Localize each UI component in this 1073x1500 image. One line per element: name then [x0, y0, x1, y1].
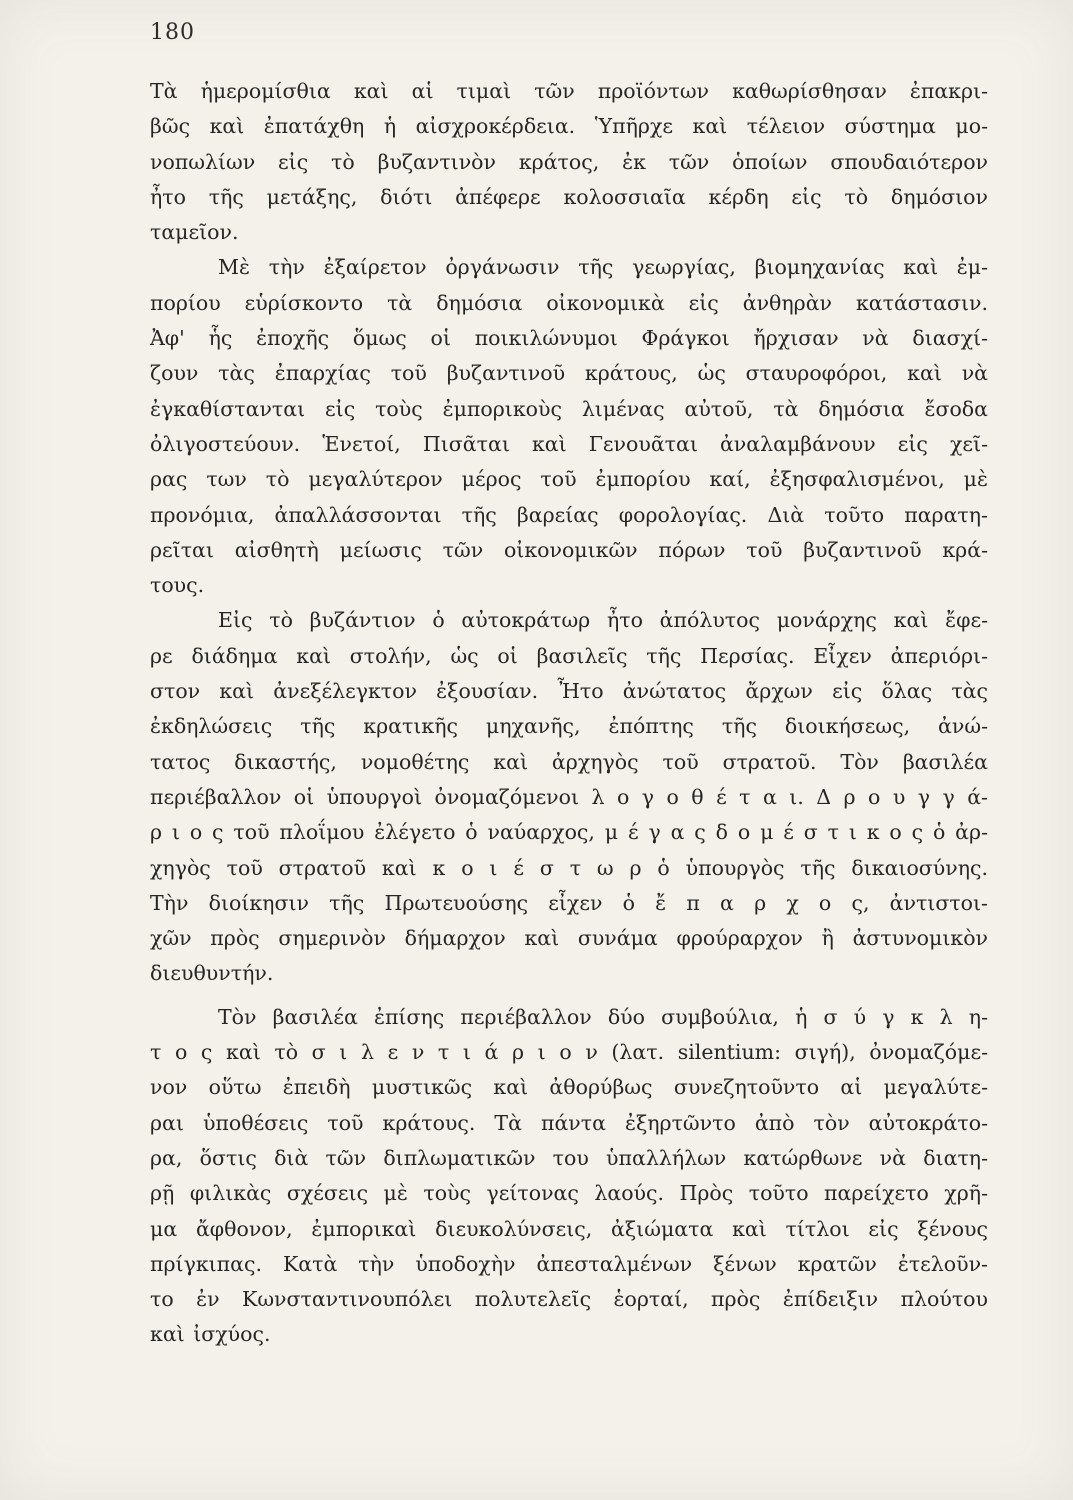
text-line: ρ ι ο ς τοῦ πλοΐμου ἐλέγετο ὁ ναύαρχος, μ έ γ α ς δ ο μ έ σ τ ι κ ο ς ὁ ἀρ-: [150, 820, 988, 845]
text-line: χῶν πρὸς σημερινὸν δήμαρχον καὶ συνάμα φρούραρχον ἢ ἀστυνομικὸν: [150, 926, 988, 951]
text-line: τους.: [150, 573, 205, 598]
paragraph: [150, 250, 988, 603]
paragraph: [150, 603, 988, 991]
text-line: ἦτο τῆς μετάξης, διότι ἀπέφερε κολοσσιαῖα κέρδη εἰς τὸ δημόσιον: [150, 184, 988, 209]
text-line: ρῇ φιλικὰς σχέσεις μὲ τοὺς γείτονας λαούς. Πρὸς τοῦτο παρείχετο χρῆ-: [150, 1181, 988, 1206]
text-line: βῶς καὶ ἐπατάχθη ἡ αἰσχροκέρδεια. Ὑπῆρχε καὶ τέλειον σύστημα μο-: [150, 114, 988, 139]
text-line: ταμεῖον.: [150, 220, 239, 245]
page-number: 180: [150, 20, 195, 45]
text-line: μα ἄφθονον, ἐμπορικαὶ διευκολύνσεις, ἀξιώματα καὶ τίτλοι εἰς ξένους: [150, 1216, 988, 1241]
text-line: ὀλιγοστεύουν. Ἑνετοί, Πισᾶται καὶ Γενουᾶται ἀναλαμβάνουν εἰς χεῖ-: [150, 431, 988, 456]
text-line: ραι ὑποθέσεις τοῦ κράτους. Τὰ πάντα ἐξηρτῶντο ἀπὸ τὸν αὐτοκράτο-: [150, 1110, 988, 1135]
body-text: [150, 74, 988, 1353]
text-line: ἐκδηλώσεις τῆς κρατικῆς μηχανῆς, ἐπόπτης τῆς διοικήσεως, ἀνώ-: [150, 714, 988, 739]
text-line: ζουν τὰς ἐπαρχίας τοῦ βυζαντινοῦ κράτους, ὡς σταυροφόροι, καὶ νὰ: [150, 361, 988, 386]
text-line: περιέβαλλον οἱ ὑπουργοὶ ὀνομαζόμενοι λ ο γ ο θ έ τ α ι. Δ ρ ο υ γ γ ά-: [150, 784, 988, 809]
text-line: Τὸν βασιλέα ἐπίσης περιέβαλλον δύο συμβούλια, ἡ σ ύ γ κ λ η-: [218, 1004, 988, 1029]
text-line: ἐγκαθίστανται εἰς τοὺς ἐμπορικοὺς λιμένας αὐτοῦ, τὰ δημόσια ἔσοδα: [150, 396, 988, 421]
text-line: Ἀφ' ἧς ἐποχῆς ὅμως οἱ ποικιλώνυμοι Φράγκοι ἤρχισαν νὰ διασχί-: [150, 326, 988, 351]
text-line: ρεῖται αἰσθητὴ μείωσις τῶν οἰκονομικῶν πόρων τοῦ βυζαντινοῦ κρά-: [150, 537, 988, 562]
text-line: Εἰς τὸ βυζάντιον ὁ αὐτοκράτωρ ἦτο ἀπόλυτος μονάρχης καὶ ἔφε-: [218, 608, 988, 633]
text-line: τ ο ς καὶ τὸ σ ι λ ε ν τ ι ά ρ ι ο ν (λατ. silentium: σιγή), ὀνομαζόμε-: [150, 1040, 988, 1065]
text-line: τατος δικαστής, νομοθέτης καὶ ἀρχηγὸς τοῦ στρατοῦ. Τὸν βασιλέα: [150, 749, 988, 774]
text-line: νον οὕτω ἐπειδὴ μυστικῶς καὶ ἀθορύβως συνεζητοῦντο αἱ μεγαλύτε-: [150, 1075, 988, 1100]
text-line: πορίου εὑρίσκοντο τὰ δημόσια οἰκονομικὰ εἰς ἀνθηρὰν κατάστασιν.: [150, 290, 988, 315]
text-line: ρας των τὸ μεγαλύτερον μέρος τοῦ ἐμπορίου καί, ἐξησφαλισμένοι, μὲ: [150, 467, 988, 492]
paragraph-spacer: [150, 992, 988, 1000]
paragraph: [150, 74, 988, 250]
text-line: νοπωλίων εἰς τὸ βυζαντινὸν κράτος, ἐκ τῶν ὁποίων σπουδαιότερον: [150, 149, 988, 174]
text-line: το ἐν Κωνσταντινουπόλει πολυτελεῖς ἑορταί, πρὸς ἐπίδειξιν πλούτου: [150, 1287, 988, 1312]
text-line: προνόμια, ἀπαλλάσσονται τῆς βαρείας φορολογίας. Διὰ τοῦτο παρατη-: [150, 502, 988, 527]
text-line: Μὲ τὴν ἐξαίρετον ὀργάνωσιν τῆς γεωργίας, βιομηχανίας καὶ ἐμ-: [218, 255, 988, 280]
text-line: καὶ ἰσχύος.: [150, 1322, 271, 1347]
text-line: χηγὸς τοῦ στρατοῦ καὶ κ ο ι έ σ τ ω ρ ὁ ὑπουργὸς τῆς δικαιοσύνης.: [150, 855, 988, 880]
text-line: στον καὶ ἀνεξέλεγκτον ἐξουσίαν. Ἦτο ἀνώτατος ἄρχων εἰς ὅλας τὰς: [150, 679, 988, 704]
text-line: Τὰ ἡμερομίσθια καὶ αἱ τιμαὶ τῶν προϊόντων καθωρίσθησαν ἐπακρι-: [150, 79, 988, 103]
text-line: πρίγκιπας. Κατὰ τὴν ὑποδοχὴν ἀπεσταλμένων ξένων κρατῶν ἐτελοῦν-: [150, 1251, 988, 1276]
text-line: διευθυντήν.: [150, 961, 274, 986]
text-line: ρε διάδημα καὶ στολήν, ὡς οἱ βασιλεῖς τῆς Περσίας. Εἶχεν ἀπεριόρι-: [150, 643, 988, 668]
text-line: Τὴν διοίκησιν τῆς Πρωτευούσης εἶχεν ὁ ἔ π α ρ χ ο ς, ἀντιστοι-: [150, 890, 988, 915]
text-line: ρα, ὅστις διὰ τῶν διπλωματικῶν του ὑπαλλήλων κατώρθωνε νὰ διατη-: [150, 1145, 988, 1170]
paragraph: [150, 1000, 988, 1353]
